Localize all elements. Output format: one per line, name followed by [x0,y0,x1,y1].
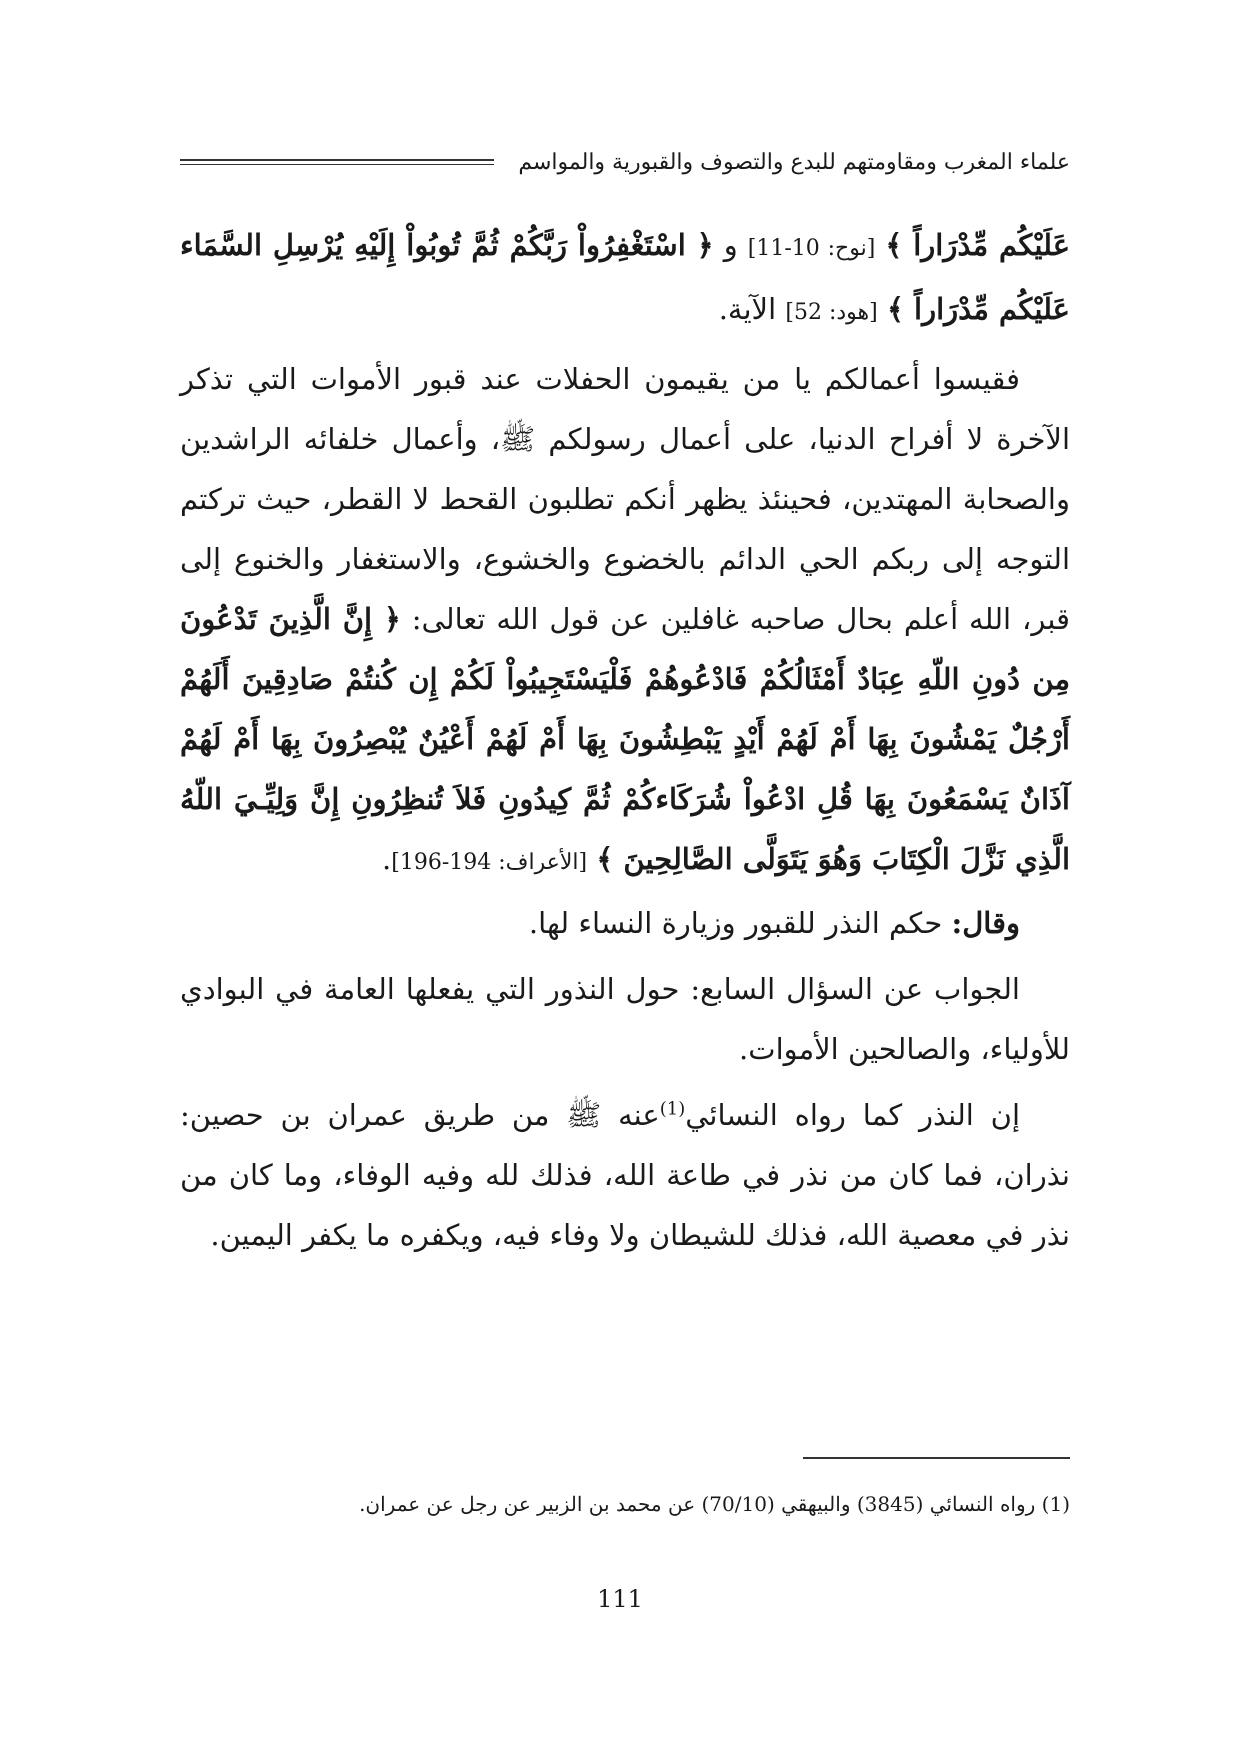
quran-verse: عَلَيْكُم مِّدْرَاراً ﴾ [885,228,1070,262]
verse-reference: [نوح: 10-11] [747,236,876,261]
footnote-separator [803,1457,1070,1459]
paragraph-text: الجواب عن السؤال السابع: حول النذور التي يفعلها العامة في البوادي للأولياء، والصالحين الأموات. [180,972,1070,1066]
paragraph-text: عنه ﷺ من طريق عمران بن حصين: نذران، فما كان من نذر في طاعة الله، فذلك لله وفيه الوفاء، وما كان من نذر في معصية الله، فذلك للشيطان ولا وفاء فيه، ويكفره ما يكفر اليمين. [180,1098,1070,1252]
connector-text: و [713,228,748,262]
page-number: 111 [597,1585,643,1613]
paragraph-text: حكم النذر للقبور وزيارة النساء لها. [528,906,952,940]
main-text [180,215,1070,1265]
paragraph-text: فقيسوا أعمالكم يا من يقيمون الحفلات عند قبور الأموات التي تذكر الآخرة لا أفراح الدنيا، على أعمال رسولكم ﷺ، وأعمال خلفائه الراشدين والصحابة المهتدين، فحينئذ يظهر أنكم تطلبون القحط لا القطر، حيث تركتم التوجه إلى ربكم الحي الدائم بالخضوع والخشوع، والاستغفار والخنوع إلى قبر، الله أعلم بحال صاحبه غافلين عن قول الله تعالى: [180,362,1070,636]
running-header [180,145,1070,179]
paragraph-answer [180,959,1070,1079]
footnote-reference[interactable]: (1) [659,1098,686,1120]
footnote: (1) رواه النسائي (3845) والبيهقي (70/10) عن محمد بن الزبير عن رجل عن عمران. [359,1492,1070,1516]
paragraph-commentary [180,349,1070,893]
paragraph-question [180,893,1070,953]
quran-verse: ﴿ إِنَّ الَّذِينَ تَدْعُونَ مِن دُونِ اللّهِ عِبَادٌ أَمْثَالُكُمْ فَادْعُوهُمْ فَلْيَسْتَجِيبُواْ لَكُمْ إِن كُنتُمْ صَادِقِينَ أَلَهُمْ أَرْجُلٌ يَمْشُونَ بِهَا أَمْ لَهُمْ أَيْدٍ يَبْطِشُونَ بِهَا أَمْ لَهُمْ أَعْيُنٌ يُبْصِرُونَ بِهَا أَمْ لَهُمْ آذَانٌ يَسْمَعُونَ بِهَا قُلِ ادْعُواْ شُرَكَاءكُمْ ثُمَّ كِيدُونِ فَلاَ تُنظِرُونِ إِنَّ وَلِيِّـيَ اللّهُ الَّذِي نَزَّلَ الْكِتَابَ وَهُوَ يَتَوَلَّى الصَّالِحِينَ ﴾ [180,602,1070,876]
paragraph-ruling [180,1085,1070,1265]
paragraph-text: إن النذر كما رواه النسائي [685,1098,1021,1132]
speaker-label: وقال: [951,906,1020,940]
header-rule-thick [180,159,494,161]
paragraph-quran-verses [180,215,1070,343]
paragraph-end: . [382,842,392,876]
header-rule-thin [180,164,494,165]
header-double-rule [180,159,494,165]
verse-reference: [هود: 52] [785,300,878,325]
verse-reference: [الأعراف: 194-196] [391,850,588,875]
running-header-title: علماء المغرب ومقاومتهم للبدع والتصوف والقبورية والمواسم [518,149,1070,175]
paragraph-tail: الآية. [718,292,786,326]
quran-verse: ﴿ اسْتَغْفِرُواْ رَبَّكُمْ ثُمَّ تُوبُواْ إِلَيْهِ يُرْسِلِ السَّمَاء عَلَيْكُم مِّدْرَاراً ﴾ [180,228,1070,326]
